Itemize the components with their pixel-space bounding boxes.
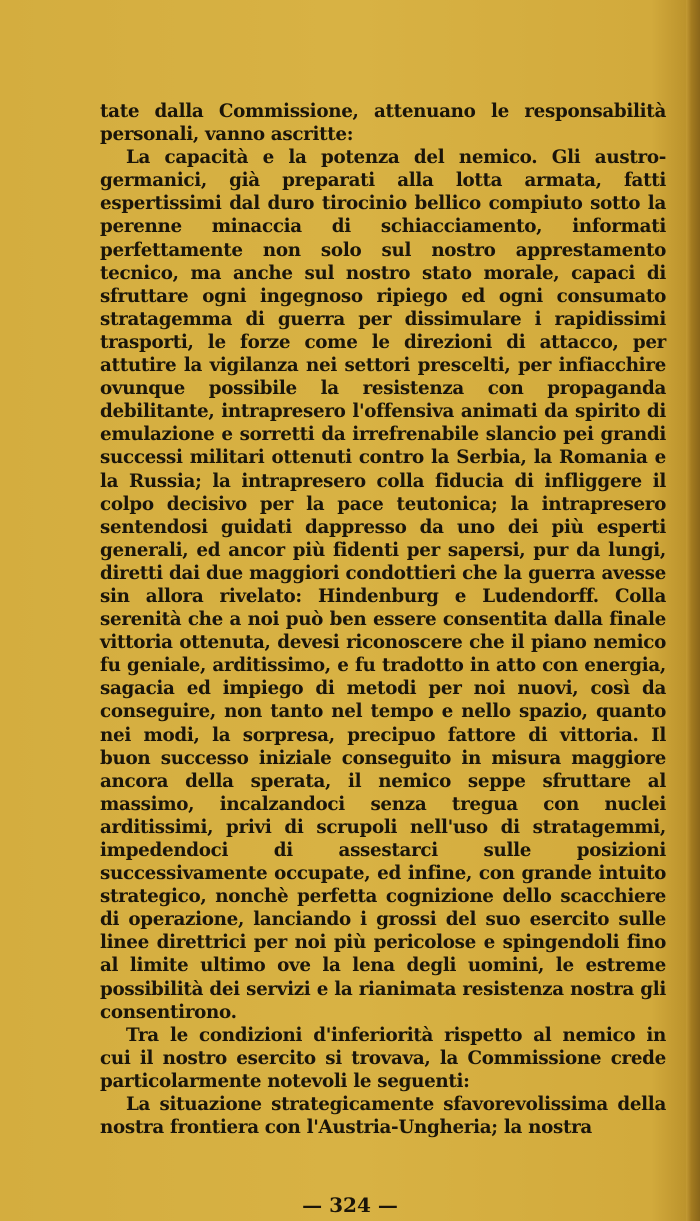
page-number: — 324 — <box>302 1193 398 1217</box>
paragraph-2: La capacità e la potenza del nemico. Gli austro-germanici, già preparati alla lotta armata, fatti espertissimi dal duro tirocinio bellico compiuto sotto la perenne minaccia di schiacciamento, informati perfettamente non solo sul nostro apprestamento tecnico, ma anche sul nostro stato morale, capaci di sfruttare ogni ingegnoso ripiego ed ogni consumato stratagemma di guerra per dissimulare i rapidissimi trasporti, le forze come le direzioni di attacco, per attutire la vigilanza nei settori prescelti, per infiacchire ovunque possibile la resistenza con propaganda debilitante, intrapresero l'offensiva animati da spirito di emulazione e sorretti da irrefrenabile slancio pei grandi successi militari ottenuti contro la Serbia, la Romania e la Russia; la intrapresero colla fiducia di infliggere il colpo decisivo per la pace teutonica; la intrapresero sentendosi guidati dappresso da uno dei più esperti generali, ed ancor più fidenti per sapersi, pur da lungi, diretti dai due maggiori condottieri che la guerra avesse sin allora rivelato: Hindenburg e Ludendorff. Colla serenità che a noi può ben essere consentita dalla finale vittoria ottenuta, devesi riconoscere che il piano nemico fu geniale, arditissimo, e fu tradotto in atto con energia, sagacia ed impiego di metodi per noi nuovi, così da conseguire, non tanto nel tempo e nello spazio, quanto nei modi, la sorpresa, precipuo fattore di vittoria. Il buon successo iniziale conseguito in misura maggiore ancora della sperata, il nemico seppe sfruttare al massimo, incalzandoci senza tregua con nuclei arditissimi, privi di scrupoli nell'uso di stratagemmi, impedendoci di assestarci sulle posizioni successivamente occupate, ed infine, con grande intuito strategico, nonchè perfetta cognizione dello scacchiere di operazione, lanciando i grossi del suo esercito sulle linee direttrici per noi più pericolose e spingendoli fino al limite ultimo ove la lena degli uomini, le estreme possibilità dei servizi e la rianimata resistenza nostra gli consentirono. <box>100 147 666 1023</box>
paragraph-1: tate dalla Commissione, attenuano le responsabilità personali, vanno ascritte: <box>100 101 666 146</box>
paragraph-3: Tra le condizioni d'inferiorità rispetto al nemico in cui il nostro esercito si trovava, la Commissione crede particolarmente notevoli le seguenti: <box>100 1024 666 1092</box>
page-edge <box>686 0 700 1221</box>
paragraph-4: La situazione strategicamente sfavorevolissima della nostra frontiera con l'Austria-Ungheria; la nostra <box>100 1094 666 1139</box>
page-body-text <box>100 100 666 1139</box>
